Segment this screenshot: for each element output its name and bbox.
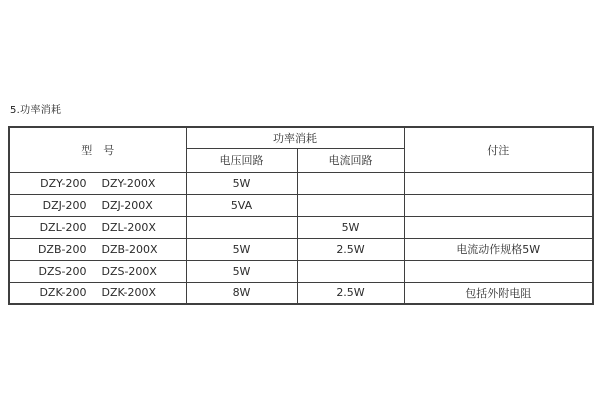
table-row bbox=[9, 282, 593, 304]
voltage-value: 5W bbox=[186, 238, 297, 260]
header-model: 型 号 bbox=[9, 127, 186, 172]
model-cell bbox=[9, 238, 186, 260]
header-power-group: 功率消耗 bbox=[186, 127, 404, 148]
model-b: DZK-200X bbox=[101, 286, 157, 300]
note-value bbox=[404, 216, 593, 238]
table-row bbox=[9, 216, 593, 238]
model-a: DZJ-200 bbox=[42, 198, 87, 212]
current-value: 5W bbox=[297, 216, 404, 238]
model-a: DZB-200 bbox=[37, 242, 87, 256]
model-cell bbox=[9, 216, 186, 238]
model-cell bbox=[9, 172, 186, 194]
table-row bbox=[9, 238, 593, 260]
current-value: 2.5W bbox=[297, 282, 404, 304]
current-value: 2.5W bbox=[297, 238, 404, 260]
header-voltage-circuit: 电压回路 bbox=[186, 148, 297, 172]
voltage-value: 5W bbox=[186, 172, 297, 194]
model-b: DZJ-200X bbox=[101, 198, 153, 212]
note-value bbox=[404, 260, 593, 282]
header-notes: 付注 bbox=[404, 127, 593, 172]
section-title: 5.功率消耗 bbox=[10, 105, 62, 116]
model-a: DZS-200 bbox=[38, 264, 87, 278]
model-b: DZY-200X bbox=[101, 176, 156, 190]
model-b: DZB-200X bbox=[101, 242, 158, 256]
voltage-value bbox=[186, 216, 297, 238]
model-cell bbox=[9, 282, 186, 304]
note-value: 电流动作规格5W bbox=[404, 238, 593, 260]
power-consumption-table bbox=[8, 126, 594, 305]
header-current-circuit: 电流回路 bbox=[297, 148, 404, 172]
model-b: DZS-200X bbox=[101, 264, 157, 278]
current-value bbox=[297, 172, 404, 194]
table-row bbox=[9, 260, 593, 282]
note-value bbox=[404, 172, 593, 194]
note-value: 包括外附电阻 bbox=[404, 282, 593, 304]
voltage-value: 5VA bbox=[186, 194, 297, 216]
table-row bbox=[9, 194, 593, 216]
model-a: DZK-200 bbox=[39, 286, 87, 300]
current-value bbox=[297, 194, 404, 216]
voltage-value: 5W bbox=[186, 260, 297, 282]
model-a: DZL-200 bbox=[39, 220, 87, 234]
model-cell bbox=[9, 260, 186, 282]
table-row bbox=[9, 172, 593, 194]
note-value bbox=[404, 194, 593, 216]
model-cell bbox=[9, 194, 186, 216]
current-value bbox=[297, 260, 404, 282]
table-header-row-top bbox=[9, 127, 593, 148]
model-a: DZY-200 bbox=[40, 176, 87, 190]
model-b: DZL-200X bbox=[101, 220, 156, 234]
voltage-value: 8W bbox=[186, 282, 297, 304]
